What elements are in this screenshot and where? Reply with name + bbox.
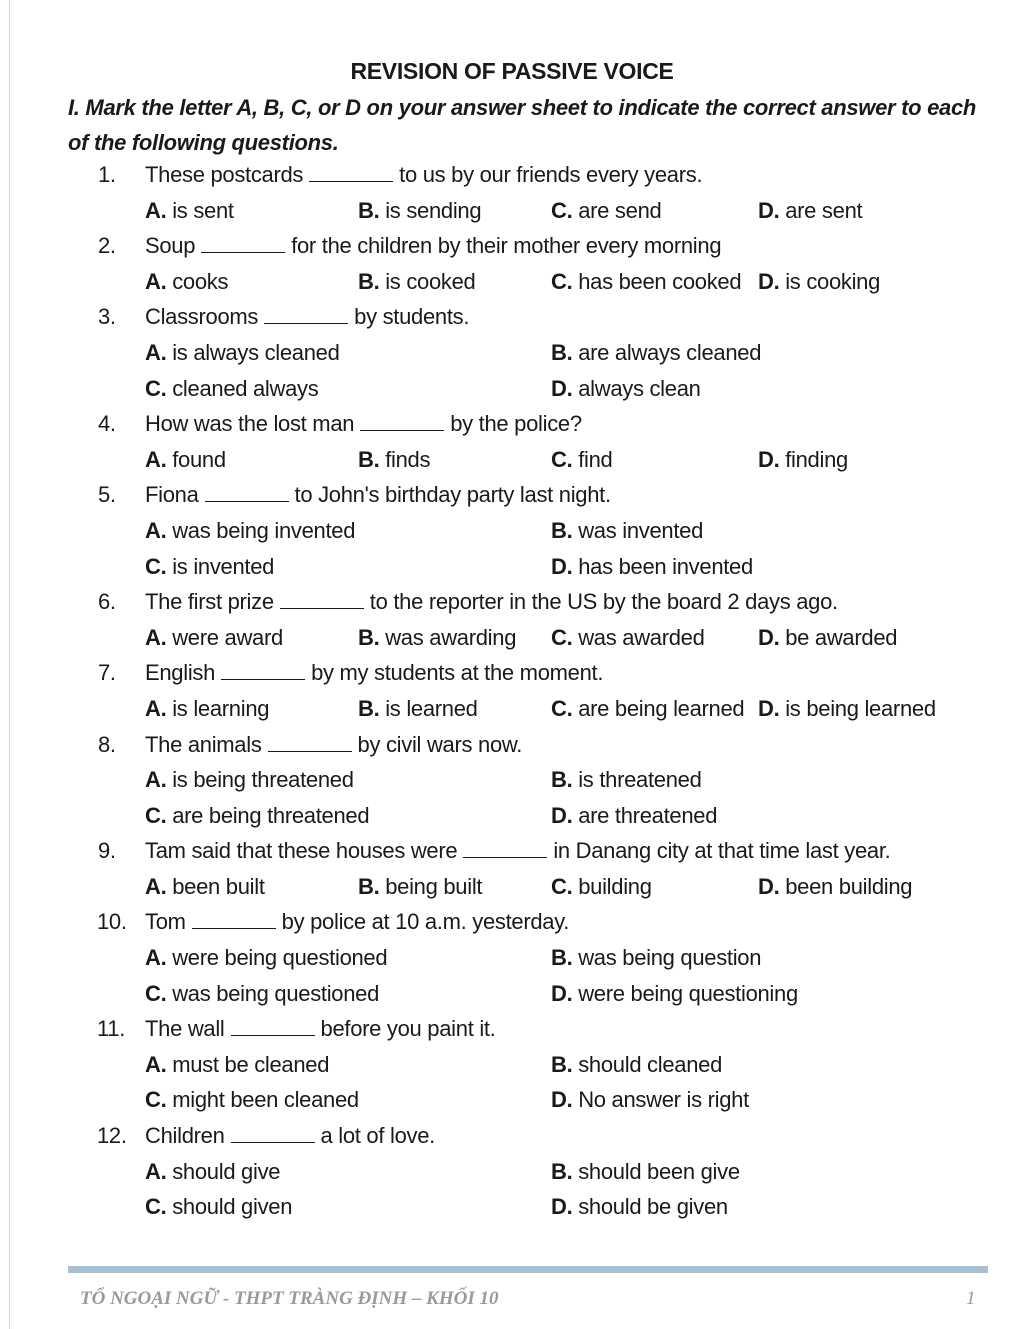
option-text: is sent	[172, 197, 234, 223]
option-b	[358, 264, 475, 300]
option-text: found	[172, 446, 226, 472]
option-letter: A.	[145, 517, 167, 543]
option-letter: B.	[358, 197, 380, 223]
option-text: find	[578, 446, 613, 472]
option-letter: A.	[145, 197, 167, 223]
answer-blank	[280, 590, 364, 609]
question-text-after: to John's birthday party last night.	[294, 482, 611, 508]
question-text-after: in Danang city at that time last year.	[553, 838, 891, 864]
option-text: must be cleaned	[172, 1051, 330, 1077]
question-number: 2.	[98, 233, 116, 259]
question-number: 12.	[97, 1123, 127, 1149]
question-text-before: Tom	[145, 909, 186, 935]
option-letter: A.	[145, 268, 167, 294]
option-text: were award	[172, 624, 283, 650]
option-letter: A.	[145, 1158, 167, 1184]
options-row	[0, 1047, 1024, 1083]
option-a	[145, 940, 387, 976]
option-text: should give	[172, 1158, 281, 1184]
options-row	[0, 762, 1024, 798]
question-number: 5.	[98, 482, 116, 508]
option-text: are send	[578, 197, 662, 223]
option-text: was being question	[578, 945, 762, 971]
option-letter: B.	[551, 767, 573, 793]
page-title: REVISION OF PASSIVE VOICE	[350, 58, 674, 84]
option-b	[551, 940, 761, 976]
option-a	[145, 620, 283, 656]
question-text	[145, 406, 582, 442]
option-text: was awarding	[385, 624, 517, 650]
answer-blank	[192, 910, 276, 929]
option-text: is threatened	[578, 767, 702, 793]
option-c	[145, 1082, 359, 1118]
option-letter: C.	[145, 802, 167, 828]
option-letter: B.	[551, 339, 573, 365]
option-letter: C.	[551, 197, 573, 223]
option-letter: A.	[145, 1051, 167, 1077]
question-text	[145, 727, 522, 763]
option-letter: D.	[551, 1087, 573, 1113]
option-d	[758, 193, 862, 229]
question-number: 7.	[98, 660, 116, 686]
option-b	[551, 335, 761, 371]
question-number: 10.	[97, 909, 127, 935]
option-letter: A.	[145, 873, 167, 899]
options-row	[0, 798, 1024, 834]
option-text: was invented	[578, 517, 704, 543]
question-text-before: Soup	[145, 233, 196, 259]
option-text: should been give	[578, 1158, 740, 1184]
option-text: should be given	[578, 1194, 728, 1220]
option-text: is cooking	[785, 268, 881, 294]
option-letter: A.	[145, 339, 167, 365]
option-letter: C.	[551, 624, 573, 650]
answer-blank	[268, 733, 352, 752]
option-c	[145, 1189, 292, 1225]
option-text: cleaned always	[172, 375, 319, 401]
option-d	[551, 1189, 728, 1225]
option-d	[551, 1082, 749, 1118]
options-row	[0, 549, 1024, 585]
options-row	[0, 1082, 1024, 1118]
option-c	[145, 371, 318, 407]
question	[0, 228, 1024, 264]
question-number: 1.	[98, 162, 116, 187]
question-text-after: by the police?	[450, 411, 582, 437]
page-number: 1	[966, 1288, 976, 1309]
option-letter: C.	[551, 446, 573, 472]
question-text-before: Children	[145, 1123, 225, 1149]
question-list	[0, 157, 1024, 1225]
answer-blank	[231, 1017, 315, 1036]
option-text: are threatened	[578, 802, 718, 828]
question-number: 3.	[98, 304, 116, 330]
answer-blank	[205, 483, 289, 502]
question	[0, 299, 1024, 335]
option-b	[551, 1047, 722, 1083]
answer-blank	[264, 305, 348, 324]
option-letter: C.	[551, 695, 573, 721]
option-letter: B.	[358, 695, 380, 721]
question-number: 8.	[98, 731, 116, 757]
option-d	[758, 691, 936, 727]
option-a	[145, 691, 269, 727]
option-letter: A.	[145, 945, 167, 971]
option-letter: D.	[551, 980, 573, 1006]
question-text-before: The wall	[145, 1016, 225, 1042]
question-text	[145, 904, 569, 940]
option-text: is always cleaned	[172, 339, 340, 365]
option-c	[551, 264, 741, 300]
answer-blank	[360, 412, 444, 431]
option-text: should cleaned	[578, 1051, 723, 1077]
options-row	[0, 940, 1024, 976]
option-b	[358, 442, 430, 478]
option-text: finds	[385, 446, 431, 472]
option-letter: D.	[551, 802, 573, 828]
options-row	[0, 620, 1024, 656]
instructions: I. Mark the letter A, B, C, or D on your answer sheet to indicate the correct answer to each of the following questions.	[68, 95, 977, 155]
question-text	[145, 157, 702, 193]
option-text: is invented	[172, 553, 275, 579]
question-text-before: Fiona	[145, 482, 199, 508]
option-letter: B.	[551, 1051, 573, 1077]
option-text: was being invented	[172, 517, 356, 543]
question-text-after: by students.	[354, 304, 470, 330]
option-text: finding	[785, 446, 848, 472]
option-c	[145, 549, 274, 585]
question-text-before: The animals	[145, 731, 262, 757]
question	[0, 833, 1024, 869]
option-letter: A.	[145, 695, 167, 721]
option-text: might been cleaned	[172, 1087, 359, 1113]
option-text: are sent	[785, 197, 863, 223]
option-letter: D.	[758, 197, 780, 223]
option-a	[145, 193, 234, 229]
option-a	[145, 762, 354, 798]
option-letter: D.	[758, 873, 780, 899]
question-number: 6.	[98, 589, 116, 615]
question-text-before: The first prize	[145, 589, 274, 615]
option-letter: D.	[551, 375, 573, 401]
options-row	[0, 193, 1024, 229]
question-text	[145, 655, 603, 691]
option-letter: D.	[758, 624, 780, 650]
question-text	[145, 1011, 496, 1047]
answer-blank	[309, 163, 393, 182]
option-d	[758, 869, 912, 905]
option-letter: D.	[551, 553, 573, 579]
option-letter: B.	[551, 517, 573, 543]
question-number: 4.	[98, 411, 116, 437]
option-letter: D.	[551, 1194, 573, 1220]
option-text: building	[578, 873, 652, 899]
question	[0, 1011, 1024, 1047]
footer-rule	[68, 1266, 988, 1273]
question-text-after: to the reporter in the US by the board 2 days ago.	[369, 589, 838, 615]
question	[0, 727, 1024, 763]
option-text: is learning	[172, 695, 270, 721]
options-row	[0, 442, 1024, 478]
option-d	[758, 620, 897, 656]
question-text-after: for the children by their mother every morning	[291, 233, 722, 259]
option-c	[551, 691, 744, 727]
option-letter: C.	[145, 980, 167, 1006]
option-c	[145, 798, 369, 834]
option-c	[551, 193, 661, 229]
option-text: is learned	[385, 695, 478, 721]
option-text: be awarded	[785, 624, 898, 650]
option-a	[145, 1154, 280, 1190]
option-b	[358, 691, 478, 727]
option-text: always clean	[578, 375, 701, 401]
option-letter: D.	[758, 446, 780, 472]
options-row	[0, 335, 1024, 371]
question-text-before: Classrooms	[145, 304, 259, 330]
option-b	[551, 762, 702, 798]
question-text	[145, 833, 890, 869]
question	[0, 904, 1024, 940]
option-d	[551, 371, 701, 407]
question-text-before: Tam said that these houses were	[145, 838, 458, 864]
option-text: cooks	[172, 268, 229, 294]
option-letter: C.	[145, 1194, 167, 1220]
option-text: were being questioned	[172, 945, 388, 971]
question	[0, 157, 1024, 193]
option-text: are being threatened	[172, 802, 370, 828]
option-text: being built	[385, 873, 483, 899]
question-text-after: by civil wars now.	[357, 731, 523, 757]
option-d	[758, 442, 848, 478]
option-d	[551, 798, 717, 834]
question-text	[145, 1118, 435, 1154]
answer-blank	[231, 1124, 315, 1143]
options-row	[0, 513, 1024, 549]
options-row	[0, 1189, 1024, 1225]
option-a	[145, 869, 265, 905]
question-text-after: to us by our friends every years.	[399, 162, 703, 187]
option-c	[145, 976, 379, 1012]
question-number: 11.	[97, 1016, 126, 1042]
option-letter: B.	[551, 1158, 573, 1184]
option-letter: C.	[145, 1087, 167, 1113]
option-text: was awarded	[578, 624, 705, 650]
question-text-after: by police at 10 a.m. yesterday.	[281, 909, 570, 935]
question	[0, 584, 1024, 620]
option-letter: B.	[358, 873, 380, 899]
option-a	[145, 264, 228, 300]
option-letter: A.	[145, 767, 167, 793]
options-row	[0, 976, 1024, 1012]
option-b	[358, 620, 516, 656]
option-text: are being learned	[578, 695, 745, 721]
option-a	[145, 335, 340, 371]
option-b	[551, 513, 703, 549]
answer-blank	[463, 839, 547, 858]
question	[0, 477, 1024, 513]
question-text-after: before you paint it.	[320, 1016, 496, 1042]
option-letter: D.	[758, 695, 780, 721]
option-letter: C.	[551, 873, 573, 899]
question-text-before: These postcards	[145, 162, 304, 187]
question-text-before: English	[145, 660, 216, 686]
option-text: been building	[785, 873, 913, 899]
option-d	[758, 264, 880, 300]
question-text-after: a lot of love.	[320, 1123, 435, 1149]
option-text: were being questioning	[578, 980, 798, 1006]
options-row	[0, 869, 1024, 905]
option-a	[145, 513, 355, 549]
option-text: are always cleaned	[578, 339, 762, 365]
options-row	[0, 1154, 1024, 1190]
option-c	[551, 442, 613, 478]
option-c	[551, 620, 705, 656]
answer-blank	[201, 234, 285, 253]
option-a	[145, 1047, 329, 1083]
footer-text: TỔ NGOẠI NGỮ - THPT TRÀNG ĐỊNH – KHỐI 10	[80, 1288, 499, 1309]
answer-blank	[221, 661, 305, 680]
option-text: No answer is right	[578, 1087, 749, 1113]
option-a	[145, 442, 226, 478]
option-text: should given	[172, 1194, 293, 1220]
option-text: is cooked	[385, 268, 476, 294]
option-letter: B.	[358, 446, 380, 472]
option-letter: A.	[145, 446, 167, 472]
question-text	[145, 584, 838, 620]
option-letter: A.	[145, 624, 167, 650]
question-text-before: How was the lost man	[145, 411, 355, 437]
options-row	[0, 691, 1024, 727]
option-text: has been invented	[578, 553, 753, 579]
option-d	[551, 976, 798, 1012]
options-row	[0, 371, 1024, 407]
option-letter: C.	[145, 553, 167, 579]
option-text: is being learned	[785, 695, 936, 721]
option-letter: C.	[551, 268, 573, 294]
option-letter: D.	[758, 268, 780, 294]
question-text	[145, 477, 611, 513]
option-letter: B.	[358, 624, 380, 650]
question	[0, 406, 1024, 442]
question-text	[145, 228, 721, 264]
option-c	[551, 869, 652, 905]
option-letter: C.	[145, 375, 167, 401]
question-text	[145, 299, 469, 335]
option-text: is sending	[385, 197, 482, 223]
option-text: was being questioned	[172, 980, 380, 1006]
option-letter: B.	[551, 945, 573, 971]
option-letter: B.	[358, 268, 380, 294]
option-b	[358, 869, 482, 905]
question-number: 9.	[98, 838, 116, 864]
option-b	[551, 1154, 740, 1190]
option-text: is being threatened	[172, 767, 354, 793]
option-d	[551, 549, 753, 585]
option-b	[358, 193, 481, 229]
question-text-after: by my students at the moment.	[311, 660, 604, 686]
option-text: has been cooked	[578, 268, 742, 294]
option-text: been built	[172, 873, 265, 899]
question	[0, 655, 1024, 691]
question	[0, 1118, 1024, 1154]
options-row	[0, 264, 1024, 300]
